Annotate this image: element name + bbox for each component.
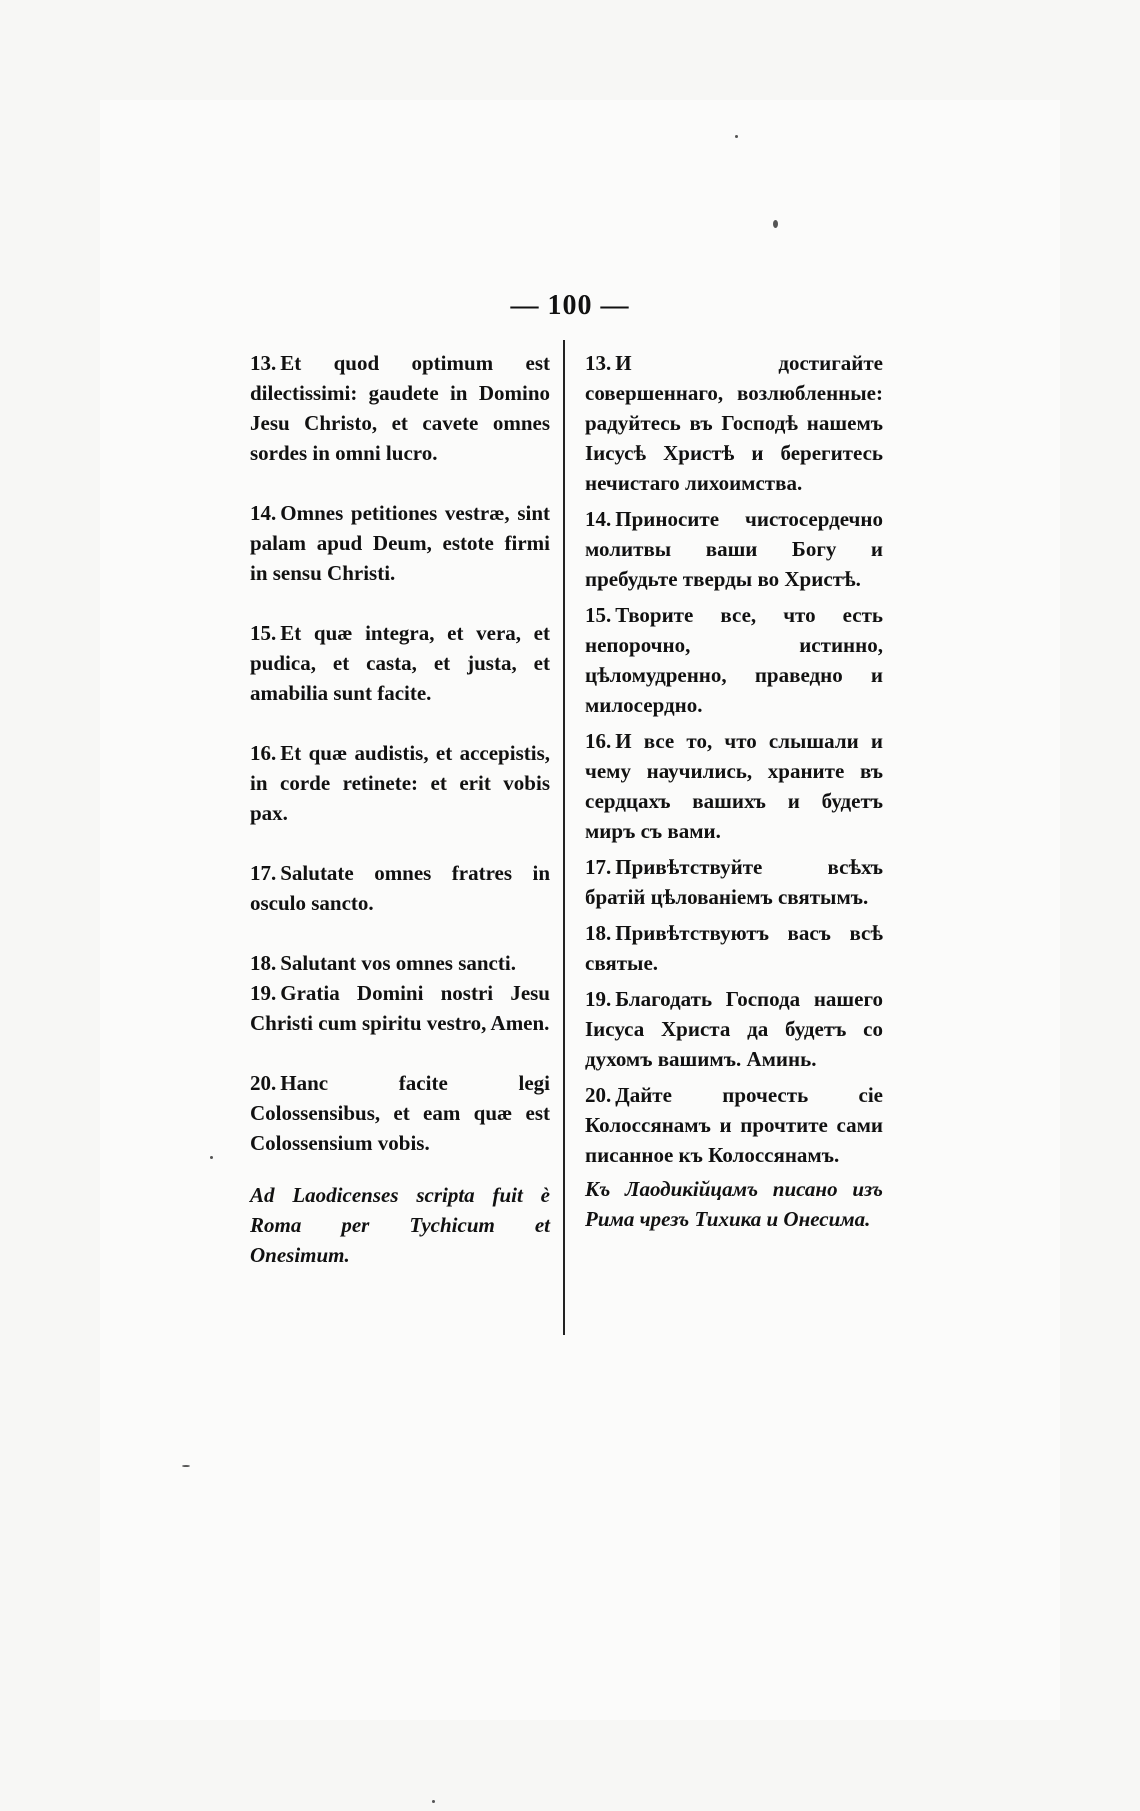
verse-text: Творите все, что есть непорочно, истинно, цѣломудренно, праведно и милосердно. xyxy=(585,603,883,717)
russian-verse-15 xyxy=(585,600,883,720)
page-number: — 100 — xyxy=(510,290,630,321)
paper-speck xyxy=(210,1156,213,1159)
verse-text: Благодать Господа нашего Іисуса Христа да будетъ со духомъ вашимъ. Аминь. xyxy=(585,987,883,1071)
verse-text: И достигайте совершеннаго, возлюбленные: радуйтесь въ Господѣ нашемъ Іисусѣ Христѣ и берегитесь нечистаго лихоимства. xyxy=(585,351,883,495)
verse-number: 13. xyxy=(585,351,612,375)
latin-verse-17 xyxy=(250,858,550,918)
latin-verse-15 xyxy=(250,618,550,708)
book-page xyxy=(100,100,1060,1720)
russian-verse-18 xyxy=(585,918,883,978)
verse-text: Salutate omnes fratres in osculo sancto. xyxy=(250,861,550,915)
latin-verse-14 xyxy=(250,498,550,588)
paper-speck xyxy=(735,135,738,138)
verse-number: 17. xyxy=(250,861,277,885)
verse-text: Gratia Domini nostri Jesu Christi cum spiritu vestro, Amen. xyxy=(250,981,550,1035)
latin-subscription: Ad Laodicenses scripta fuit è Roma per Tychicum et Onesimum. xyxy=(250,1183,550,1267)
verse-text: Hanc facite legi Colossensibus, et eam quæ est Colossensium vobis. xyxy=(250,1071,550,1155)
latin-verse-16 xyxy=(250,738,550,828)
russian-verse-14 xyxy=(585,504,883,594)
verse-number: 20. xyxy=(250,1071,277,1095)
russian-column xyxy=(585,348,883,1234)
verse-number: 19. xyxy=(250,981,277,1005)
verse-text: Et quæ integra, et vera, et pudica, et casta, et justa, et amabilia sunt facite. xyxy=(250,621,550,705)
verse-number: 19. xyxy=(585,987,612,1011)
verse-text: Et quod optimum est dilectissimi: gaudete in Domino Jesu Christo, et cavete omnes sordes in omni lucro. xyxy=(250,351,550,465)
verse-text: Omnes petitiones vestræ, sint palam apud Deum, estote firmi in sensu Christi. xyxy=(250,501,550,585)
verse-text: Приносите чистосердечно молитвы ваши Богу и пребудьте тверды во Христѣ. xyxy=(585,507,883,591)
verse-number: 16. xyxy=(250,741,277,765)
latin-column xyxy=(250,348,550,1270)
verse-number: 20. xyxy=(585,1083,612,1107)
russian-verse-13 xyxy=(585,348,883,498)
verse-text: И все то, что слышали и чему научились, храните въ сердцахъ вашихъ и будетъ миръ съ вами. xyxy=(585,729,883,843)
verse-number: 14. xyxy=(250,501,277,525)
verse-text: Salutant vos omnes sancti. xyxy=(280,951,516,975)
verse-number: 15. xyxy=(250,621,277,645)
verse-text: Привѣтствуйте всѣхъ братій цѣлованіемъ святымъ. xyxy=(585,855,883,909)
russian-verse-16 xyxy=(585,726,883,846)
paper-speck xyxy=(182,1465,190,1467)
verse-text: Et quæ audistis, et accepistis, in corde retinete: et erit vobis pax. xyxy=(250,741,550,825)
verse-text: Дайте прочесть сіе Колоссянамъ и прочтите сами писанное къ Колоссянамъ. xyxy=(585,1083,883,1167)
verse-number: 14. xyxy=(585,507,612,531)
paper-speck xyxy=(773,220,778,228)
column-divider xyxy=(563,340,565,1335)
verse-number: 18. xyxy=(585,921,612,945)
latin-verse-20 xyxy=(250,1068,550,1158)
verse-text: Привѣтствуютъ васъ всѣ святые. xyxy=(585,921,883,975)
russian-subscription: Къ Лаодикійцамъ писано изъ Рима чрезъ Тихика и Онесима. xyxy=(585,1177,883,1231)
latin-verse-13 xyxy=(250,348,550,468)
verse-number: 17. xyxy=(585,855,612,879)
verse-number: 16. xyxy=(585,729,612,753)
latin-verse-18 xyxy=(250,948,550,978)
russian-verse-19 xyxy=(585,984,883,1074)
paper-speck xyxy=(432,1800,435,1803)
verse-number: 13. xyxy=(250,351,277,375)
verse-number: 18. xyxy=(250,951,277,975)
verse-number: 15. xyxy=(585,603,612,627)
russian-verse-17 xyxy=(585,852,883,912)
russian-verse-20 xyxy=(585,1080,883,1170)
latin-verse-19 xyxy=(250,978,550,1038)
